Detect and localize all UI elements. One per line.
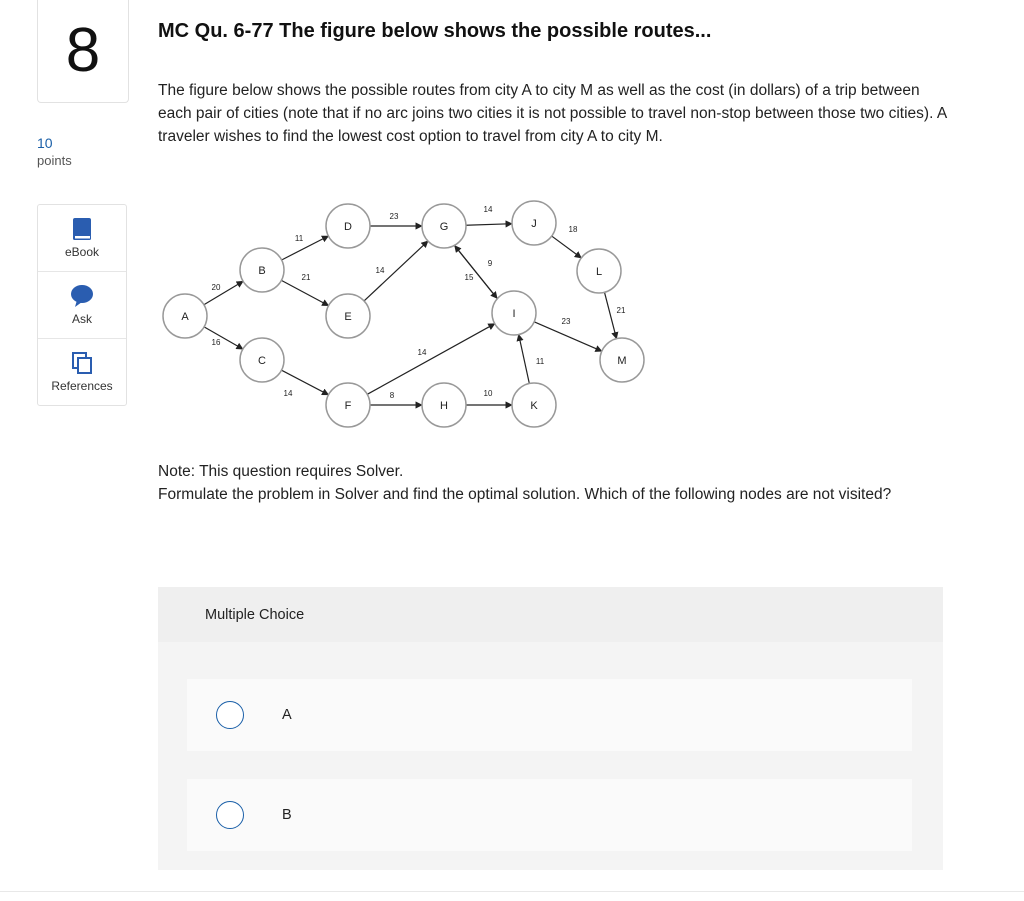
arc-cost-label: 23 (389, 212, 399, 221)
arc-f-i (367, 324, 495, 395)
arc-cost-label: 8 (389, 391, 395, 400)
question-number-box (37, 0, 129, 103)
tools-panel (37, 204, 127, 406)
book-icon (71, 217, 93, 241)
option-a[interactable] (187, 679, 912, 751)
arc-b-e (281, 280, 328, 305)
arc-i-g (455, 246, 497, 299)
node-label: F (344, 400, 352, 412)
node-j (512, 201, 556, 245)
option-b[interactable] (187, 779, 912, 851)
radio-button-icon[interactable] (216, 801, 244, 829)
references-label: References (51, 379, 113, 393)
arc-g-j (466, 224, 512, 226)
arc-a-c (204, 327, 243, 349)
node-c (240, 338, 284, 382)
arc-cost-label: 23 (561, 317, 571, 326)
ebook-button[interactable] (38, 205, 126, 272)
arc-cost-label: 14 (375, 266, 385, 275)
arc-cost-label: 11 (294, 234, 304, 243)
ask-label: Ask (71, 312, 92, 326)
node-e (326, 294, 370, 338)
arc-cost-label: 21 (616, 306, 626, 315)
node-label: B (258, 265, 266, 277)
node-h (422, 383, 466, 427)
node-label: H (440, 400, 448, 412)
option-label: B (282, 807, 292, 823)
node-label: G (439, 221, 449, 233)
note-line-1: Note: This question requires Solver. (158, 463, 404, 480)
node-b (240, 248, 284, 292)
arc-cost-label: 11 (535, 357, 545, 366)
node-f (326, 383, 370, 427)
node-i (492, 291, 536, 335)
arc-j-l (552, 236, 582, 258)
question-prompt: The figure below shows the possible routes from city A to city M as well as the cost (in dollars) of a trip between each pair of cities (note that if no arc joins two cities it is not possible to travel non-stop between those two cities). A traveler wishes to find the lowest cost option to travel from city A to city M. (158, 82, 947, 145)
note-line-2: Formulate the problem in Solver and find the optimal solution. Which of the following nodes are not visited? (158, 486, 892, 503)
question-number: 8 (65, 16, 101, 85)
chat-bubble-icon (70, 284, 94, 308)
arc-cost-label: 14 (417, 348, 427, 357)
ask-button[interactable] (38, 272, 126, 339)
arc-cost-label: 10 (483, 389, 493, 398)
node-a (163, 294, 207, 338)
arc-cost-label: 21 (301, 273, 311, 282)
node-label: M (617, 355, 627, 367)
multiple-choice-panel (158, 587, 943, 870)
references-button[interactable] (38, 339, 126, 406)
arc-l-m (605, 292, 617, 338)
points-label: points (37, 153, 72, 168)
arc-cost-label: 18 (568, 225, 578, 234)
page-divider (0, 891, 1024, 892)
arc-a-b (204, 281, 243, 304)
documents-icon (71, 351, 93, 375)
arc-cost-label: 14 (483, 205, 493, 214)
option-label: A (282, 707, 292, 723)
arc-b-d (282, 236, 329, 260)
node-label: L (595, 266, 603, 278)
node-label: K (530, 400, 538, 412)
question-note (158, 460, 948, 506)
node-g (422, 204, 466, 248)
arc-e-g (364, 241, 428, 301)
question-title: MC Qu. 6-77 The figure below shows the possible routes... (158, 20, 712, 42)
arc-k-i (519, 334, 530, 383)
node-label: I (512, 308, 516, 320)
node-m (600, 338, 644, 382)
node-label: C (258, 355, 266, 367)
node-k (512, 383, 556, 427)
arc-cost-label: 15 (464, 273, 474, 282)
node-l (577, 249, 621, 293)
arc-cost-label: 16 (211, 338, 221, 347)
route-network-figure (160, 198, 660, 433)
arc-cost-label: 20 (211, 283, 221, 292)
arc-cost-label: 14 (283, 389, 293, 398)
node-label: A (181, 311, 189, 323)
arc-i-m (534, 322, 602, 351)
node-label: J (531, 218, 537, 230)
radio-button-icon[interactable] (216, 701, 244, 729)
node-label: E (344, 311, 352, 323)
node-label: D (344, 221, 352, 233)
ebook-label: eBook (64, 245, 100, 259)
node-d (326, 204, 370, 248)
points-value: 10 (37, 135, 53, 151)
arc-cost-label: 9 (487, 259, 493, 268)
multiple-choice-header: Multiple Choice (158, 587, 943, 642)
